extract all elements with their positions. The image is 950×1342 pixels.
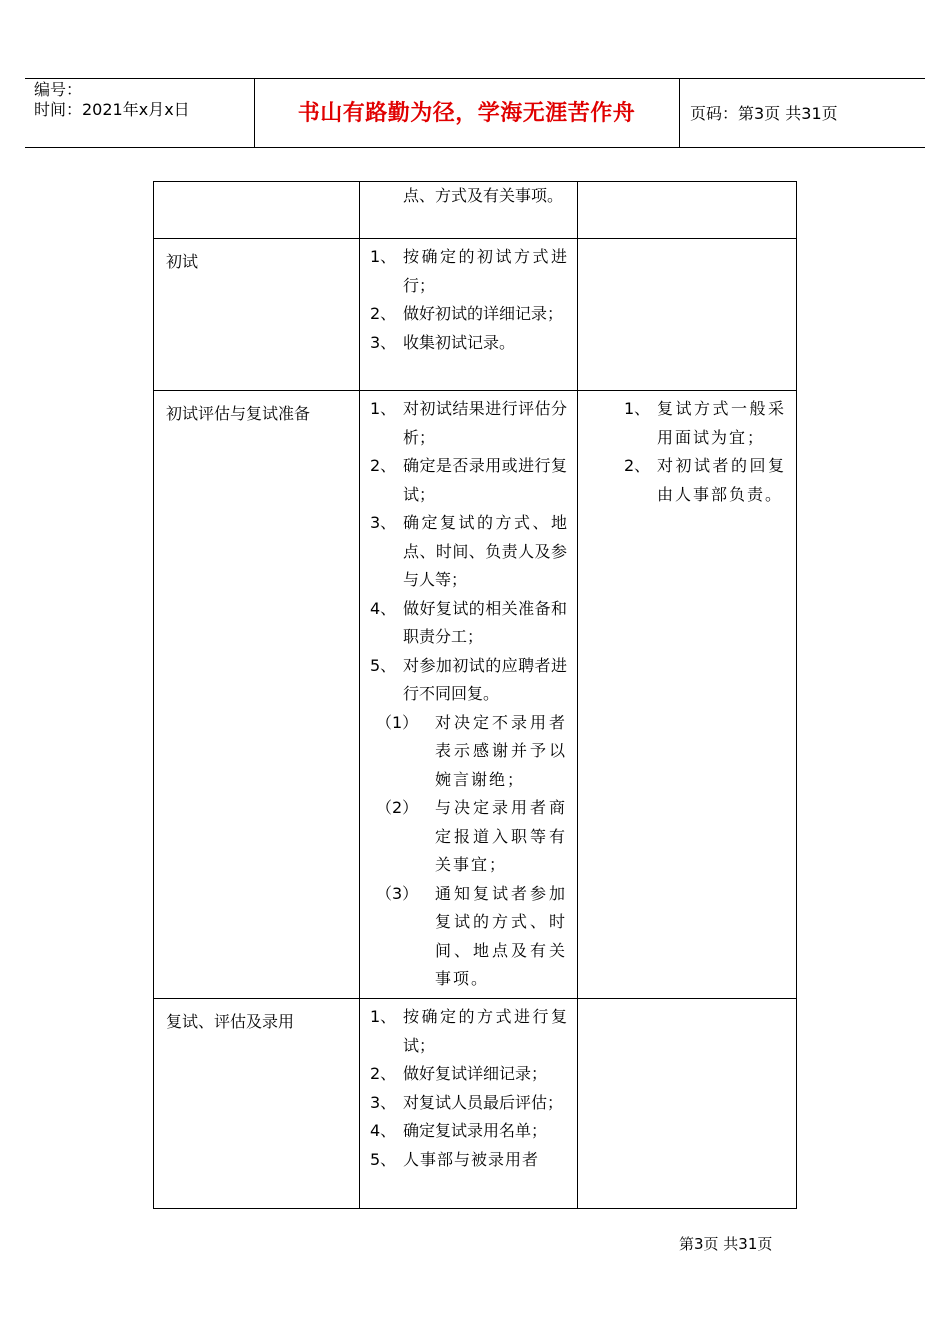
item-number: 3、 <box>370 1092 397 1112</box>
item-text: 复试方式一般采用面试为宜； <box>657 399 786 447</box>
list-item <box>370 329 567 358</box>
table-row <box>154 239 797 391</box>
list-item <box>370 243 567 300</box>
item-number: 3、 <box>370 513 397 532</box>
item-number: 1、 <box>624 399 651 418</box>
item-text: 确定复试的方式、地点、时间、负责人及参与人等； <box>403 513 567 589</box>
item-number: 2、 <box>370 1064 397 1083</box>
stage-cell: 初试评估与复试准备 <box>154 391 360 999</box>
item-number: 1、 <box>370 1007 397 1026</box>
item-text: 与决定录用者商定报道入职等有关事宜； <box>435 798 567 874</box>
recruitment-process-table <box>153 181 797 1209</box>
table-row <box>154 182 797 239</box>
item-text: 对参加初试的应聘者进行不同回复。 <box>403 655 567 703</box>
table-row <box>154 999 797 1209</box>
header-bottom-rule <box>25 147 925 148</box>
stage-cell <box>154 182 360 239</box>
list-item <box>370 1003 567 1060</box>
header-motto: 书山有路勤为径，学海无涯苦作舟 <box>297 101 636 126</box>
item-text: 做好初试的详细记录； <box>403 304 564 323</box>
header-top-rule <box>25 78 925 79</box>
item-text: 做好复试详细记录； <box>403 1064 548 1083</box>
content-cell <box>360 182 578 239</box>
item-text: 对初试结果进行评估分析； <box>403 399 567 447</box>
list-item-continuation <box>370 182 567 211</box>
item-number: 3、 <box>370 332 397 352</box>
item-text: 按确定的方式进行复试； <box>403 1007 567 1055</box>
item-text: 收集初试记录。 <box>403 332 516 352</box>
item-number: 5、 <box>370 1149 397 1169</box>
list-item <box>370 595 567 652</box>
item-text: 对复试人员最后评估； <box>403 1092 564 1112</box>
item-text: 确定是否录用或进行复试； <box>403 456 567 504</box>
item-number: 2、 <box>370 456 397 475</box>
list-item <box>370 452 567 509</box>
header-page-number: 页码：第3页 共31页 <box>690 104 838 123</box>
item-text: 做好复试的相关准备和职责分工； <box>403 598 567 646</box>
header-meta <box>34 80 190 120</box>
item-number: 2、 <box>370 304 397 323</box>
content-cell <box>360 239 578 391</box>
notes-cell <box>578 999 797 1209</box>
list-item <box>370 1060 567 1089</box>
item-number: 4、 <box>370 1121 397 1140</box>
sub-list-item <box>370 709 567 795</box>
list-item <box>370 1146 567 1175</box>
notes-cell <box>578 182 797 239</box>
item-number: 4、 <box>370 598 397 618</box>
content-cell <box>360 999 578 1209</box>
list-item <box>370 395 567 452</box>
note-item <box>624 452 786 509</box>
item-text: 人事部与被录用者 <box>403 1149 540 1169</box>
list-item <box>370 652 567 709</box>
item-text: 通知复试者参加复试的方式、时间、地点及有关事项。 <box>435 883 567 988</box>
item-number: （2） <box>376 798 419 817</box>
list-item <box>370 1117 567 1146</box>
item-number: （1） <box>376 712 419 732</box>
stage-cell: 复试、评估及录用 <box>154 999 360 1209</box>
item-number: 2、 <box>624 456 651 475</box>
table-row <box>154 391 797 999</box>
header-divider <box>679 78 680 147</box>
item-number: （3） <box>376 883 419 903</box>
footer-page-number: 第3页 共31页 <box>679 1235 773 1253</box>
list-item <box>370 509 567 595</box>
item-text: 对决定不录用者表示感谢并予以婉言谢绝； <box>435 712 567 789</box>
item-number: 1、 <box>370 247 397 266</box>
list-item <box>370 300 567 329</box>
stage-cell: 初试 <box>154 239 360 391</box>
item-number: 1、 <box>370 399 397 418</box>
item-number: 5、 <box>370 655 397 675</box>
notes-cell <box>578 239 797 391</box>
sub-list-item <box>370 880 567 994</box>
item-text: 对初试者的回复由人事部负责。 <box>657 456 786 504</box>
document-number-label: 编号： <box>34 80 83 99</box>
list-item <box>370 1089 567 1118</box>
item-text: 点、方式及有关事项。 <box>403 186 564 205</box>
item-text: 按确定的初试方式进行； <box>403 247 567 295</box>
note-item <box>624 395 786 452</box>
item-text: 确定复试录用名单； <box>403 1121 548 1140</box>
sub-list-item <box>370 794 567 880</box>
notes-cell <box>578 391 797 999</box>
content-cell <box>360 391 578 999</box>
document-time-label: 时间：2021年x月x日 <box>34 100 190 119</box>
